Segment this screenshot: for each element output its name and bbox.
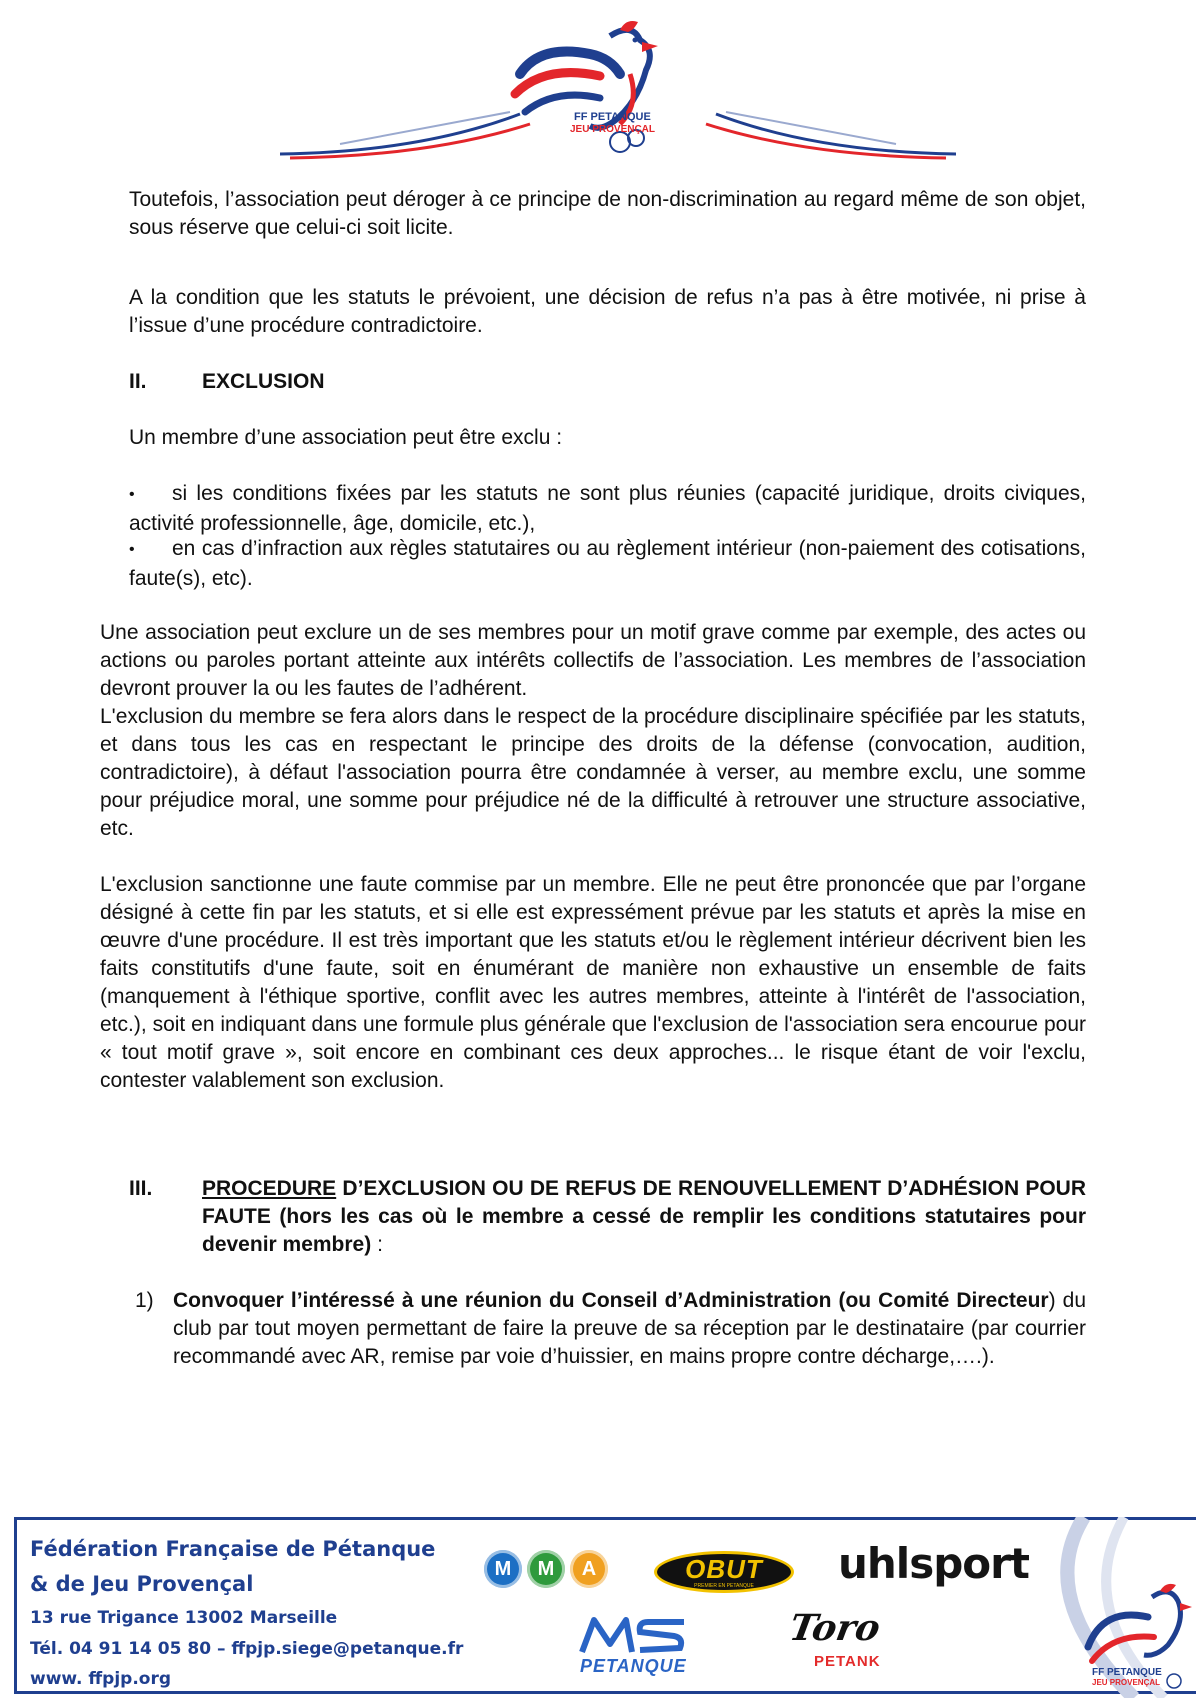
footer-contact: Tél. 04 91 14 05 80 – ffpjp.siege@petanque.fr (30, 1639, 464, 1659)
mma-logo-m2: M (527, 1550, 565, 1588)
ffpjp-footer-logo (1078, 1577, 1200, 1694)
bullet-text: en cas d’infraction aux règles statutaires ou au règlement intérieur (non-paiement des cotisations, faute(s), etc). (129, 537, 1086, 590)
bullet-text: si les conditions fixées par les statuts ne sont plus réunies (capacité juridique, droits civiques, activité professionnelle, âge, domicile, etc.), (129, 482, 1086, 535)
mma-logo-m1: M (484, 1550, 522, 1588)
paragraph-2: A la condition que les statuts le prévoient, une décision de refus n’a pas à être motivée, ni prise à l’issue d’une procédure contradictoire. (129, 286, 1086, 337)
footer-org-line1: Fédération Française de Pétanque (30, 1537, 436, 1561)
paragraph-5: L'exclusion du membre se fera alors dans le respect de la procédure disciplinaire spécifiée par les statuts, et dans tous les cas en respectant le principe des droits de la défense (convocation, audition, contradictoire), à défaut l'association pourra être condamnée à verser, au membre exclu, une somme pour préjudice moral, une somme pour préjudice né de la difficulté à retrouver une structure associative, etc. (100, 705, 1086, 840)
uhlsport-logo: uhlsport (838, 1539, 1029, 1588)
ffpjp-logo (280, 14, 956, 166)
bullet-item (129, 480, 1086, 538)
bullet-dot-icon (129, 535, 172, 565)
paragraph-1: Toutefois, l’association peut déroger à ce principe de non-discrimination au regard même de son objet, sous réserve que celui-ci soit licite. (129, 188, 1086, 239)
section-3-title-end: : (371, 1233, 383, 1256)
ms-petanque-logo (576, 1614, 706, 1674)
footer-address: 13 rue Trigance 13002 Marseille (30, 1608, 338, 1628)
paragraph-6: L'exclusion sanctionne une faute commise par un membre. Elle ne peut être prononcée que par l’organe désigné à cette fin par les statuts, et si elle est expressément prévue par les statuts et après la mise en œuvre d'une procédure. Il est très important que les statuts et/ou le règlement intérieur décrivent bien les faits constitutifs d'une faute, soit en énumérant de manière non exhaustive un ensemble de faits (manquement à l'éthique sportive, conflit avec les autres membres, atteinte à l'intérêt de l'association, etc.), soit en indiquant dans une formule plus générale que l'exclusion de l'association sera encourue pour « tout motif grave », soit encore en combinant ces deux approches... le risque étant de voir l'exclu, contester valablement son exclusion. (100, 873, 1086, 1092)
ms-logo-label: PETANQUE (580, 1656, 687, 1676)
section-3-title-underlined: PROCEDURE (202, 1177, 337, 1200)
obut-logo-subtext: PREMIER EN PETANQUE (694, 1583, 754, 1589)
paragraph-3: Un membre d’une association peut être exclu : (129, 426, 563, 449)
numbered-item-text (173, 1287, 1086, 1371)
footer (14, 1517, 1200, 1698)
obut-logo-text: OBUT (685, 1554, 763, 1584)
section-2-number: II. (129, 370, 147, 393)
footer-website: www. ffpjp.org (30, 1669, 172, 1689)
numbered-item-number: 1) (135, 1289, 154, 1312)
bullet-item (129, 535, 1086, 593)
obut-logo (654, 1551, 794, 1593)
toro-logo-text: Toro (786, 1607, 884, 1649)
section-3-title (202, 1175, 1086, 1259)
footer-logo-line1: FF PETANQUE (1092, 1667, 1162, 1678)
paragraph-4: Une association peut exclure un de ses membres pour un motif grave comme par exemple, des actes ou actions ou paroles portant atteinte aux intérêts collectifs de l’association. Les membres de l’association devront prouver la ou les fautes de l’adhérent. (100, 621, 1086, 700)
footer-org-line2: & de Jeu Provençal (30, 1572, 254, 1596)
mma-logo-a: A (570, 1550, 608, 1588)
numbered-item-bold: Convoquer l’intéressé à une réunion du Conseil d’Administration (ou Comité Directeur (173, 1289, 1049, 1312)
bullet-dot-icon (129, 480, 172, 510)
section-3-heading (129, 1175, 1086, 1265)
toro-logo-subtext: PETANK (814, 1653, 881, 1670)
section-3-title-rest: D’EXCLUSION OU DE REFUS DE RENOUVELLEMENT D’ADHÉSION POUR FAUTE (hors les cas où le membre a cessé de remplir les conditions statutaires pour devenir membre) (202, 1177, 1086, 1256)
numbered-item-rest: ) du club par tout moyen permettant de faire la preuve de sa réception par le destinataire (par courrier recommandé avec AR, remise par voie d’huissier, en mains propre contre décharge,….). (173, 1289, 1086, 1368)
section-3-number: III. (129, 1177, 153, 1200)
logo-line2: JEU PROVENÇAL (570, 124, 656, 135)
logo-line1: FF PETANQUE (574, 111, 651, 123)
section-2-title: EXCLUSION (202, 370, 325, 393)
footer-logo-line2: JEU PROVENÇAL (1092, 1678, 1161, 1687)
toro-petank-logo (786, 1603, 906, 1673)
numbered-item (135, 1287, 1086, 1407)
ms-logo-mark (576, 1614, 706, 1656)
